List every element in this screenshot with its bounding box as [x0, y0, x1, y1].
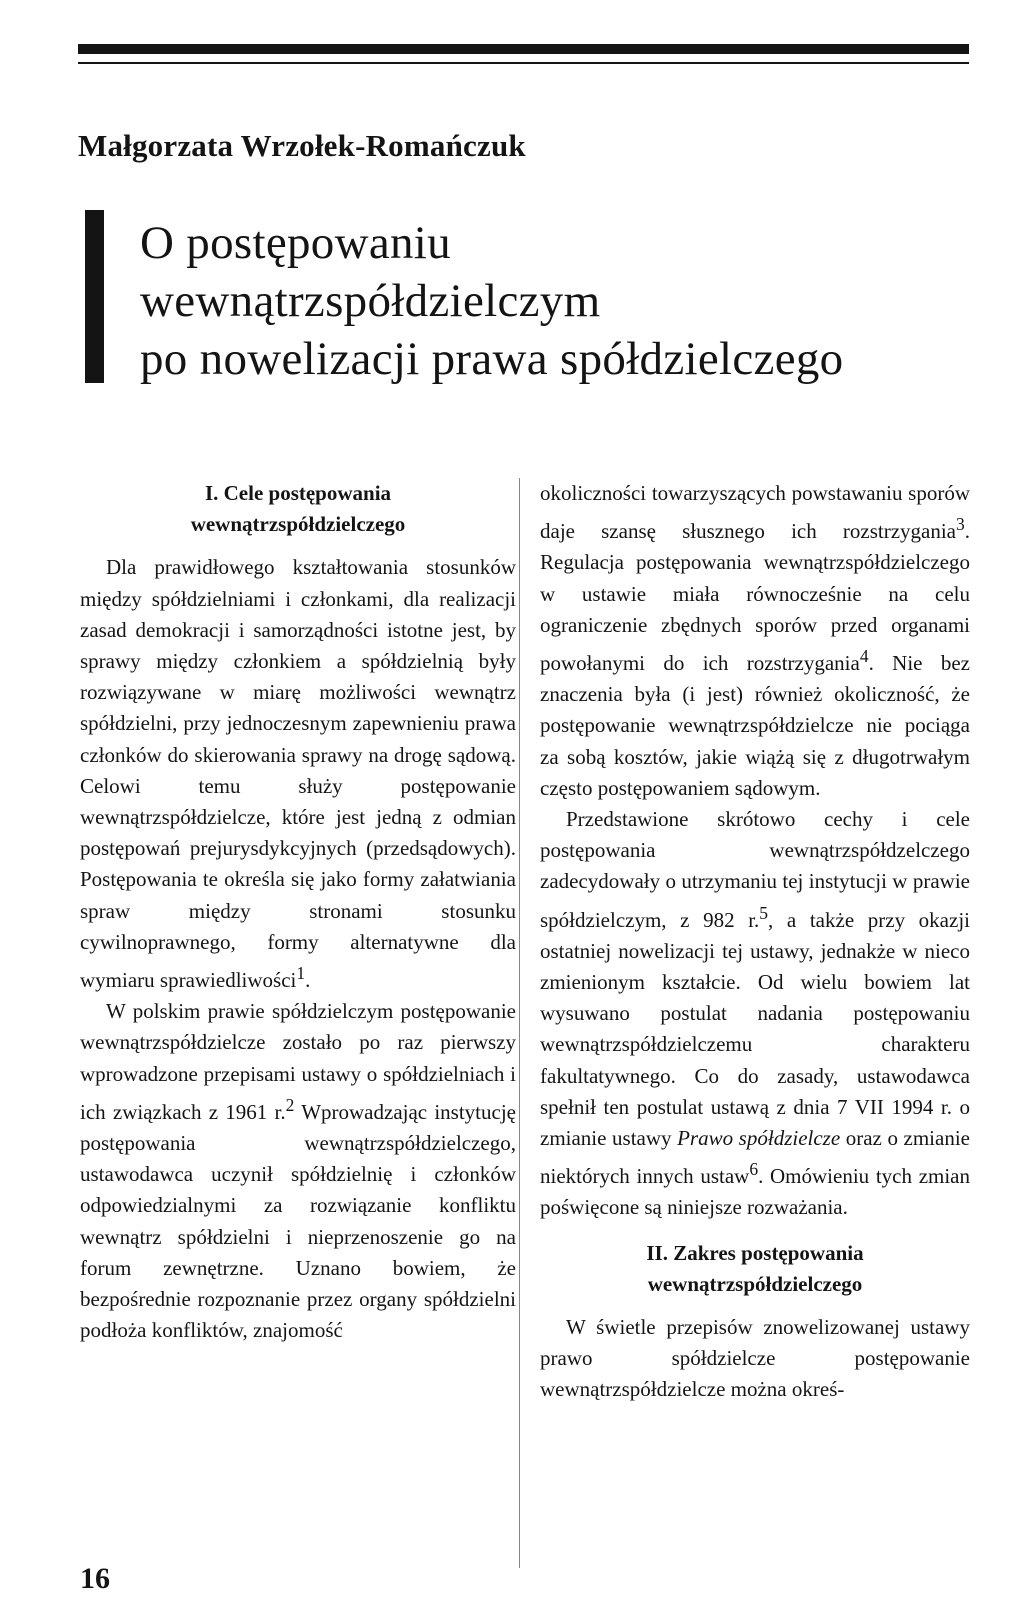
paragraph: Przedstawione skrótowo cechy i cele postępowania wewnątrzspółdzelczego zadecydowały o utrzymaniu tej instytucji w prawie spółdzielczym, z 982 r.$^5$, a także przy okazji ostatniej nowelizacji tej ustawy, jednakże w nieco zmienionym kształcie. Od wielu bowiem lat wysuwano postulat nadania postępowaniu wewnątrzspółdzielczemu charakteru fakultatywnego. Co do zasady, ustawodawca spełnił ten postulat ustawą z dnia 7 VII 1994 r. o zmianie ustawy Prawo spółdzielcze oraz o zmianie niektórych innych ustaw$^6$. Omówieniu tych zmian poświęcone są niniejsze rozważania.: [540, 807, 971, 1220]
section-heading-1: I. Cele postępowania wewnątrzspółdzielczego: [190, 481, 406, 537]
page-number: 16: [80, 1562, 110, 1595]
footnote-ref[interactable]: 4: [859, 646, 869, 667]
footnote-ref[interactable]: 1: [296, 963, 306, 984]
column-divider: [519, 478, 520, 1568]
left-column: [80, 478, 516, 1346]
paragraph: W polskim prawie spółdzielczym postępowanie wewnątrzspółdzielcze zostało po raz pierwszy wprowadzone przepisami ustawy o spółdzielniach i ich związkach z 1961 r.$^2$ Wprowadzając instytucję postępowania wewnątrzspółdzielczego, ustawodawca uczynił spółdzielnię i członków odpowiedzialnymi za rozwiązanie konfliktu wewnątrz spółdzielni i nieprzenoszenie go na forum zewnętrzne. Uznano bowiem, że bezpośrednie rozpoznanie przez organy spółdzielni podłoża konfliktów, znajomość: [80, 999, 516, 1343]
title-accent-bar: [85, 210, 104, 383]
title-line: po nowelizacji prawa spółdzielczego: [140, 333, 844, 385]
title-line: wewnątrzspółdzielczym: [140, 275, 601, 327]
italic-title: Prawo spółdzielcze: [677, 1126, 841, 1151]
footnote-ref[interactable]: 6: [749, 1159, 759, 1180]
article-title: [140, 214, 843, 388]
paragraph: W świetle przepisów znowelizowanej ustawy prawo spółdzielcze postępowanie wewnątrzspółdzielcze można okreś-: [540, 1315, 970, 1402]
footnote-ref[interactable]: 3: [956, 514, 965, 535]
article-author: Małgorzata Wrzołek-Romańczuk: [78, 128, 526, 163]
footnote-ref[interactable]: 2: [285, 1094, 295, 1115]
paragraph: Dla prawidłowego kształtowania stosunków między spółdzielniami i członkami, dla realizacji zasad demokracji i samorządności istotne jest, by sprawy między członkiem a spółdzielnią były rozwiązywane w miarę możliwości wewnątrz spółdzielni, przy jednoczesnym zapewnieniu prawa członków do skierowania sprawy na drogę sądową. Celowi temu służy postępowanie wewnątrzspółdzielcze, które jest jedną z odmian postępowań prejurysdykcyjnych (przedsądowych). Postępowania te określa się jako formy załatwiania spraw między stronami stosunku cywilnoprawnego, formy alternatywne dla wymiaru sprawiedliwości$^1$.: [80, 555, 516, 993]
paragraph: okoliczności towarzyszących powstawaniu sporów daje szansę słusznego ich rozstrzygania$^3$. Regulacja postępowania wewnątrzspółdzielczego w ustawie miała równocześnie na celu ograniczenie zbędnych sporów przed organami powołanymi do ich rozstrzygania$^4$. Nie bez znaczenia była (i jest) również okoliczność, że postępowanie wewnątrzspółdzielcze nie pociąga za sobą kosztów, jakie wiążą się z długotrwałym często postępowaniem sądowym.: [540, 481, 970, 800]
title-line: O postępowaniu: [140, 217, 451, 269]
section-heading-2: II. Zakres postępowania wewnątrzspółdzielczego: [646, 1240, 864, 1296]
footnote-ref[interactable]: 5: [759, 902, 769, 923]
top-rule-thick: [78, 44, 969, 54]
top-rule-thin: [78, 62, 969, 64]
right-column: [540, 478, 970, 1406]
